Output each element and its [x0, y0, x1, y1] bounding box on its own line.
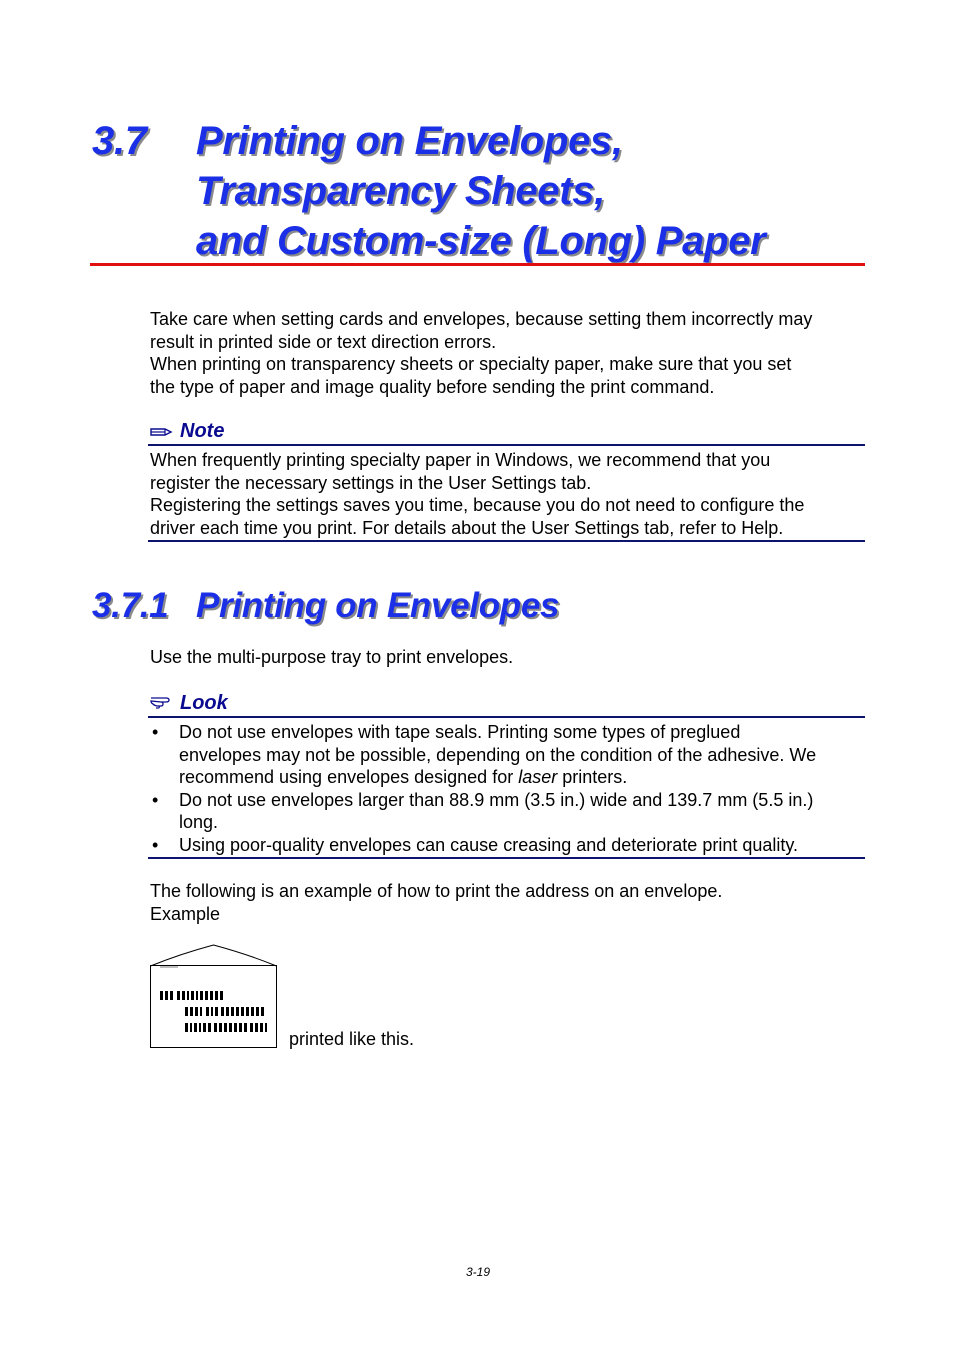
intro-paragraph [150, 308, 812, 398]
look-bottom-rule [148, 857, 865, 859]
section-title-line-1: Printing on Envelopes, [196, 119, 623, 163]
note-line: Registering the settings saves you time, because you do not need to configure the [150, 495, 805, 515]
bullet-emphasis: laser [518, 767, 558, 787]
note-line: When frequently printing specialty paper in Windows, we recommend that you [150, 450, 771, 470]
envelope-illustration [150, 944, 277, 1048]
list-item [150, 834, 865, 857]
list-item [150, 789, 865, 834]
note-line: driver each time you print. For details about the User Settings tab, refer to Help. [150, 517, 784, 538]
bullet-text: printers. [557, 767, 628, 787]
bullet-line: • Do not use envelopes larger than 88.9 mm (3.5 in.) wide and 139.7 mm (5.5 in.) [179, 789, 814, 810]
subsection-intro: Use the multi-purpose tray to print envelopes. [150, 647, 514, 667]
bullet-line: envelopes may not be possible, depending on the condition of the adhesive. We [179, 744, 817, 765]
section-title-line-2: Transparency Sheets, [196, 169, 606, 213]
note-body [150, 449, 804, 539]
intro-line: Take care when setting cards and envelopes, because setting them incorrectly may [150, 309, 813, 329]
page-number: 3-19 [466, 1265, 491, 1279]
bullet-line: • Do not use envelopes with tape seals. Printing some types of preglued [179, 722, 741, 742]
example-intro-text: The following is an example of how to print the address on an envelope. [150, 881, 723, 901]
list-item [150, 721, 865, 789]
subsection-number: 3.7.1 [92, 586, 169, 625]
example-intro [150, 880, 722, 925]
envelope-icon [150, 944, 277, 1048]
note-label: Note [180, 420, 225, 442]
pencil-icon [150, 424, 174, 440]
example-caption: printed like this. [289, 1029, 415, 1049]
intro-line: When printing on transparency sheets or specialty paper, make sure that you set [150, 354, 792, 374]
note-top-rule [148, 444, 865, 446]
look-bullets [150, 721, 865, 856]
note-icon-wrapper [150, 424, 174, 440]
note-line: register the necessary settings in the User Settings tab. [150, 472, 592, 493]
example-label: Example [150, 903, 221, 924]
look-icon-wrapper [150, 693, 174, 711]
look-top-rule [148, 716, 865, 718]
section-title-line-3: and Custom-size (Long) Paper [196, 219, 766, 263]
look-label: Look [180, 692, 228, 714]
note-bottom-rule [148, 540, 865, 542]
subsection-title: Printing on Envelopes [196, 586, 560, 625]
heading-underline [90, 263, 865, 266]
intro-line: the type of paper and image quality before sending the print command. [150, 376, 715, 397]
bullet-text: recommend using envelopes designed for [179, 767, 519, 787]
bullet-line [179, 766, 865, 789]
bullet-line: long. [179, 812, 219, 832]
pointing-hand-icon [150, 693, 174, 711]
section-number: 3.7 [92, 119, 147, 163]
bullet-line: • Using poor-quality envelopes can cause creasing and deteriorate print quality. [179, 834, 799, 855]
intro-line: result in printed side or text direction errors. [150, 331, 497, 352]
